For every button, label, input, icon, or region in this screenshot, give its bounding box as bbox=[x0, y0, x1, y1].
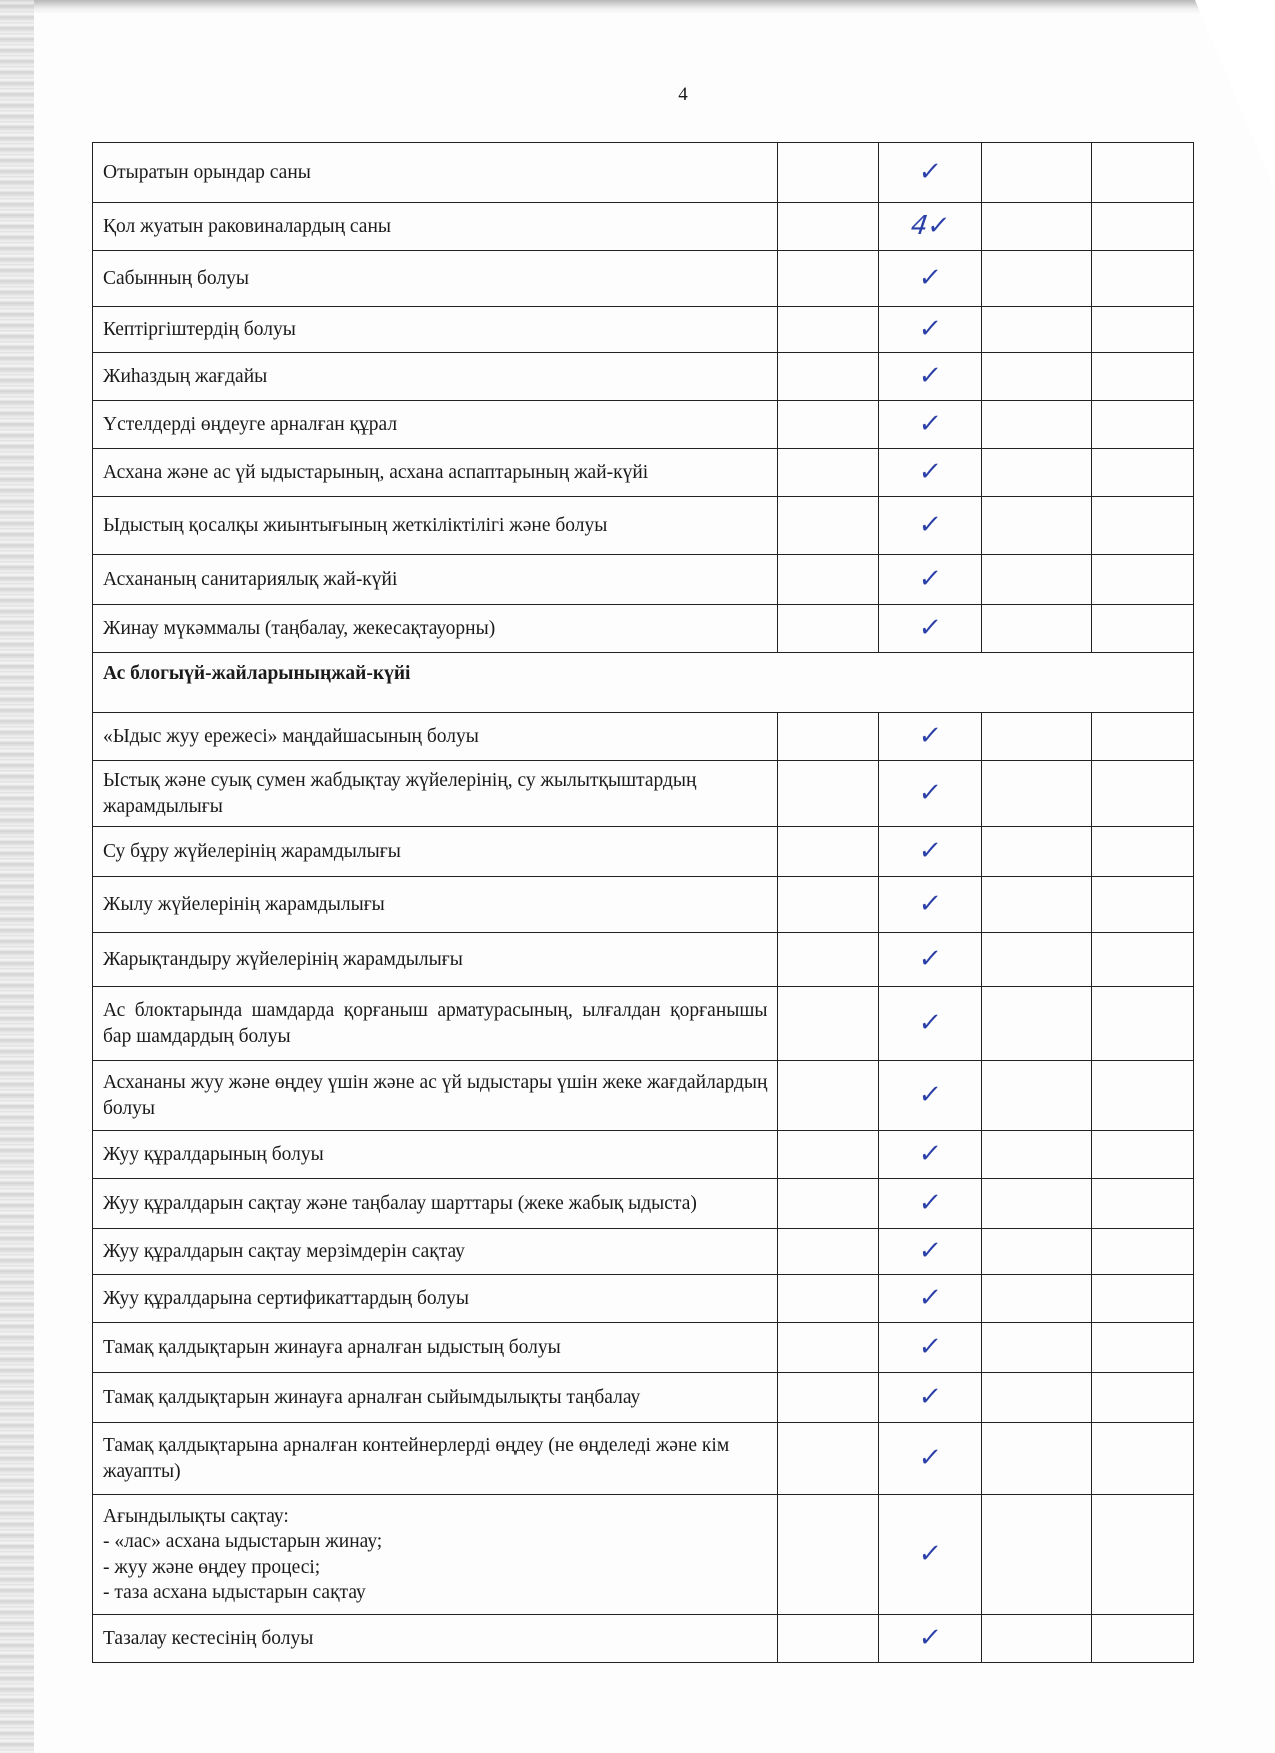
empty-cell bbox=[1091, 1423, 1193, 1495]
empty-cell bbox=[1091, 1061, 1193, 1131]
scan-top-shadow bbox=[0, 0, 1200, 14]
checkmark-icon: ✓ bbox=[916, 888, 943, 919]
row-label: Отыратын орындар саны bbox=[93, 143, 778, 203]
empty-cell bbox=[778, 203, 878, 251]
empty-cell bbox=[1091, 1229, 1193, 1275]
check-cell bbox=[878, 353, 981, 401]
checkmark-icon: ✓ bbox=[916, 1187, 943, 1218]
empty-cell bbox=[981, 1423, 1091, 1495]
checkmark-icon: ✓ bbox=[916, 1007, 943, 1038]
table-row bbox=[93, 143, 1194, 203]
empty-cell bbox=[981, 555, 1091, 605]
check-cell bbox=[878, 251, 981, 307]
empty-cell bbox=[778, 251, 878, 307]
check-cell bbox=[878, 1373, 981, 1423]
empty-cell bbox=[1091, 1615, 1193, 1663]
empty-cell bbox=[981, 203, 1091, 251]
check-cell bbox=[878, 203, 981, 251]
empty-cell bbox=[981, 1061, 1091, 1131]
checkmark-icon: ✓ bbox=[916, 563, 943, 594]
row-label: Асхана және ас үй ыдыстарының, асхана аспаптарының жай-күйі bbox=[93, 449, 778, 497]
check-cell bbox=[878, 713, 981, 761]
checkmark-icon: ✓ bbox=[916, 313, 943, 344]
row-label: Кептіргіштердің болуы bbox=[93, 307, 778, 353]
row-label: Жуу құралдарына сертификаттардың болуы bbox=[93, 1275, 778, 1323]
empty-cell bbox=[981, 1323, 1091, 1373]
folded-corner bbox=[1195, 0, 1275, 190]
table-row bbox=[93, 1229, 1194, 1275]
row-label: Үстелдерді өңдеуге арналған құрал bbox=[93, 401, 778, 449]
row-label: «Ыдыс жуу ережесі» маңдайшасының болуы bbox=[93, 713, 778, 761]
row-label: Сабынның болуы bbox=[93, 251, 778, 307]
empty-cell bbox=[778, 143, 878, 203]
table-row bbox=[93, 761, 1194, 827]
empty-cell bbox=[981, 1179, 1091, 1229]
table-row bbox=[93, 933, 1194, 987]
empty-cell bbox=[1091, 449, 1193, 497]
check-cell bbox=[878, 1229, 981, 1275]
row-label: Қол жуатын раковиналардың саны bbox=[93, 203, 778, 251]
empty-cell bbox=[1091, 877, 1193, 933]
checkmark-icon: 4✓ bbox=[908, 210, 952, 241]
empty-cell bbox=[1091, 307, 1193, 353]
row-label: Ас блоктарында шамдарда қорғаныш арматурасының, ылғалдан қорғанышы бар шамдардың болуы bbox=[93, 987, 778, 1061]
table-row bbox=[93, 497, 1194, 555]
table-row bbox=[93, 353, 1194, 401]
table-row bbox=[93, 1423, 1194, 1495]
empty-cell bbox=[1091, 203, 1193, 251]
checkmark-icon: ✓ bbox=[916, 408, 943, 439]
table-row bbox=[93, 713, 1194, 761]
row-label: Тамақ қалдықтарына арналған контейнерлерді өңдеу (не өңделеді және кім жауапты) bbox=[93, 1423, 778, 1495]
table-row bbox=[93, 1275, 1194, 1323]
empty-cell bbox=[778, 1423, 878, 1495]
empty-cell bbox=[778, 713, 878, 761]
check-cell bbox=[878, 987, 981, 1061]
empty-cell bbox=[778, 827, 878, 877]
empty-cell bbox=[1091, 1373, 1193, 1423]
check-cell bbox=[878, 143, 981, 203]
empty-cell bbox=[778, 987, 878, 1061]
empty-cell bbox=[1091, 987, 1193, 1061]
checkmark-icon: ✓ bbox=[916, 720, 943, 751]
check-cell bbox=[878, 877, 981, 933]
empty-cell bbox=[981, 401, 1091, 449]
empty-cell bbox=[778, 497, 878, 555]
row-label: Асхананың санитариялық жай-күйі bbox=[93, 555, 778, 605]
empty-cell bbox=[778, 1131, 878, 1179]
table-row bbox=[93, 251, 1194, 307]
empty-cell bbox=[981, 497, 1091, 555]
empty-cell bbox=[778, 555, 878, 605]
row-label: Жинау мүкәммалы (таңбалау, жекесақтауорны) bbox=[93, 605, 778, 653]
empty-cell bbox=[981, 143, 1091, 203]
table-row bbox=[93, 987, 1194, 1061]
row-label: Жуу құралдарының болуы bbox=[93, 1131, 778, 1179]
checkmark-icon: ✓ bbox=[916, 156, 943, 187]
empty-cell bbox=[1091, 827, 1193, 877]
empty-cell bbox=[778, 877, 878, 933]
empty-cell bbox=[778, 1323, 878, 1373]
check-cell bbox=[878, 1423, 981, 1495]
empty-cell bbox=[981, 1131, 1091, 1179]
row-label: Жиһаздың жағдайы bbox=[93, 353, 778, 401]
row-label: Су бұру жүйелерінің жарамдылығы bbox=[93, 827, 778, 877]
table-row bbox=[93, 401, 1194, 449]
empty-cell bbox=[1091, 1323, 1193, 1373]
empty-cell bbox=[778, 1229, 878, 1275]
row-label: Ыдыстың қосалқы жиынтығының жеткіліктілігі және болуы bbox=[93, 497, 778, 555]
checkmark-icon: ✓ bbox=[916, 1331, 943, 1362]
empty-cell bbox=[981, 1229, 1091, 1275]
check-cell bbox=[878, 605, 981, 653]
table-row bbox=[93, 555, 1194, 605]
checkmark-icon: ✓ bbox=[916, 943, 943, 974]
empty-cell bbox=[778, 307, 878, 353]
checkmark-icon: ✓ bbox=[916, 360, 943, 391]
list-line: - жуу және өңдеу процесі; bbox=[103, 1556, 321, 1578]
row-label: Тамақ қалдықтарын жинауға арналған сыйымдылықты таңбалау bbox=[93, 1373, 778, 1423]
empty-cell bbox=[778, 1061, 878, 1131]
empty-cell bbox=[1091, 713, 1193, 761]
empty-cell bbox=[1091, 1131, 1193, 1179]
empty-cell bbox=[1091, 933, 1193, 987]
checkmark-icon: ✓ bbox=[916, 777, 943, 808]
empty-cell bbox=[778, 1615, 878, 1663]
checkmark-icon: ✓ bbox=[916, 1538, 943, 1569]
list-line: - таза асхана ыдыстарын сақтау bbox=[103, 1581, 366, 1603]
page-number: 4 bbox=[678, 84, 688, 105]
section-title: Ас блогыүй-жайларыныңжай-күйі bbox=[93, 653, 1194, 713]
empty-cell bbox=[1091, 497, 1193, 555]
table-row bbox=[93, 449, 1194, 497]
table-row bbox=[93, 1495, 1194, 1615]
checkmark-icon: ✓ bbox=[916, 1138, 943, 1169]
checkmark-icon: ✓ bbox=[916, 1442, 943, 1473]
empty-cell bbox=[981, 1615, 1091, 1663]
empty-cell bbox=[981, 827, 1091, 877]
empty-cell bbox=[981, 877, 1091, 933]
empty-cell bbox=[981, 1495, 1091, 1615]
check-cell bbox=[878, 449, 981, 497]
empty-cell bbox=[778, 1495, 878, 1615]
empty-cell bbox=[778, 1275, 878, 1323]
check-cell bbox=[878, 401, 981, 449]
row-label: Жуу құралдарын сақтау және таңбалау шарттары (жеке жабық ыдыста) bbox=[93, 1179, 778, 1229]
row-label: Асхананы жуу және өңдеу үшін және ас үй ыдыстары үшін жеке жағдайлардың болуы bbox=[93, 1061, 778, 1131]
empty-cell bbox=[778, 353, 878, 401]
empty-cell bbox=[778, 1373, 878, 1423]
empty-cell bbox=[981, 353, 1091, 401]
check-cell bbox=[878, 307, 981, 353]
empty-cell bbox=[981, 713, 1091, 761]
table-row bbox=[93, 307, 1194, 353]
empty-cell bbox=[778, 401, 878, 449]
scan-left-edge bbox=[0, 0, 34, 1753]
check-cell bbox=[878, 1615, 981, 1663]
table-row bbox=[93, 1179, 1194, 1229]
empty-cell bbox=[981, 1275, 1091, 1323]
checkmark-icon: ✓ bbox=[916, 456, 943, 487]
empty-cell bbox=[778, 605, 878, 653]
table-row bbox=[93, 877, 1194, 933]
empty-cell bbox=[981, 987, 1091, 1061]
check-cell bbox=[878, 1495, 981, 1615]
row-label: Жуу құралдарын сақтау мерзімдерін сақтау bbox=[93, 1229, 778, 1275]
empty-cell bbox=[1091, 1495, 1193, 1615]
checkmark-icon: ✓ bbox=[916, 1079, 943, 1110]
check-cell bbox=[878, 761, 981, 827]
table-row bbox=[93, 1323, 1194, 1373]
check-cell bbox=[878, 1275, 981, 1323]
row-label: Ыстық және суық сумен жабдықтау жүйелерінің, су жылытқыштардың жарамдылығы bbox=[93, 761, 778, 827]
empty-cell bbox=[778, 449, 878, 497]
empty-cell bbox=[981, 1373, 1091, 1423]
checkmark-icon: ✓ bbox=[916, 262, 943, 293]
empty-cell bbox=[1091, 143, 1193, 203]
empty-cell bbox=[981, 761, 1091, 827]
table-row bbox=[93, 203, 1194, 251]
empty-cell bbox=[1091, 1275, 1193, 1323]
checkmark-icon: ✓ bbox=[916, 1235, 943, 1266]
list-line: Ағындылықты сақтау: bbox=[103, 1505, 289, 1527]
empty-cell bbox=[778, 933, 878, 987]
check-cell bbox=[878, 1131, 981, 1179]
row-label: Жылу жүйелерінің жарамдылығы bbox=[93, 877, 778, 933]
checkmark-icon: ✓ bbox=[916, 835, 943, 866]
table-row bbox=[93, 1615, 1194, 1663]
empty-cell bbox=[1091, 353, 1193, 401]
row-label: Тазалау кестесінің болуы bbox=[93, 1615, 778, 1663]
empty-cell bbox=[1091, 1179, 1193, 1229]
empty-cell bbox=[981, 307, 1091, 353]
empty-cell bbox=[778, 761, 878, 827]
empty-cell bbox=[981, 449, 1091, 497]
check-cell bbox=[878, 1323, 981, 1373]
checkmark-icon: ✓ bbox=[916, 509, 943, 540]
check-cell bbox=[878, 933, 981, 987]
empty-cell bbox=[1091, 605, 1193, 653]
table-row bbox=[93, 605, 1194, 653]
empty-cell bbox=[1091, 401, 1193, 449]
row-label-multiline bbox=[93, 1495, 778, 1615]
empty-cell bbox=[1091, 555, 1193, 605]
empty-cell bbox=[1091, 251, 1193, 307]
check-cell bbox=[878, 555, 981, 605]
table-row bbox=[93, 1373, 1194, 1423]
checkmark-icon: ✓ bbox=[916, 1381, 943, 1412]
row-label: Тамақ қалдықтарын жинауға арналған ыдыстың болуы bbox=[93, 1323, 778, 1373]
empty-cell bbox=[1091, 761, 1193, 827]
checkmark-icon: ✓ bbox=[916, 1622, 943, 1653]
empty-cell bbox=[981, 933, 1091, 987]
empty-cell bbox=[981, 605, 1091, 653]
checkmark-icon: ✓ bbox=[916, 612, 943, 643]
list-line: - «лас» асхана ыдыстарын жинау; bbox=[103, 1531, 383, 1553]
section-header-row bbox=[93, 653, 1194, 713]
inspection-checklist-table bbox=[92, 142, 1194, 1663]
empty-cell bbox=[778, 1179, 878, 1229]
table-row bbox=[93, 1061, 1194, 1131]
row-label: Жарықтандыру жүйелерінің жарамдылығы bbox=[93, 933, 778, 987]
table-row bbox=[93, 1131, 1194, 1179]
check-cell bbox=[878, 1179, 981, 1229]
check-cell bbox=[878, 1061, 981, 1131]
check-cell bbox=[878, 827, 981, 877]
check-cell bbox=[878, 497, 981, 555]
empty-cell bbox=[981, 251, 1091, 307]
table-row bbox=[93, 827, 1194, 877]
checkmark-icon: ✓ bbox=[916, 1282, 943, 1313]
